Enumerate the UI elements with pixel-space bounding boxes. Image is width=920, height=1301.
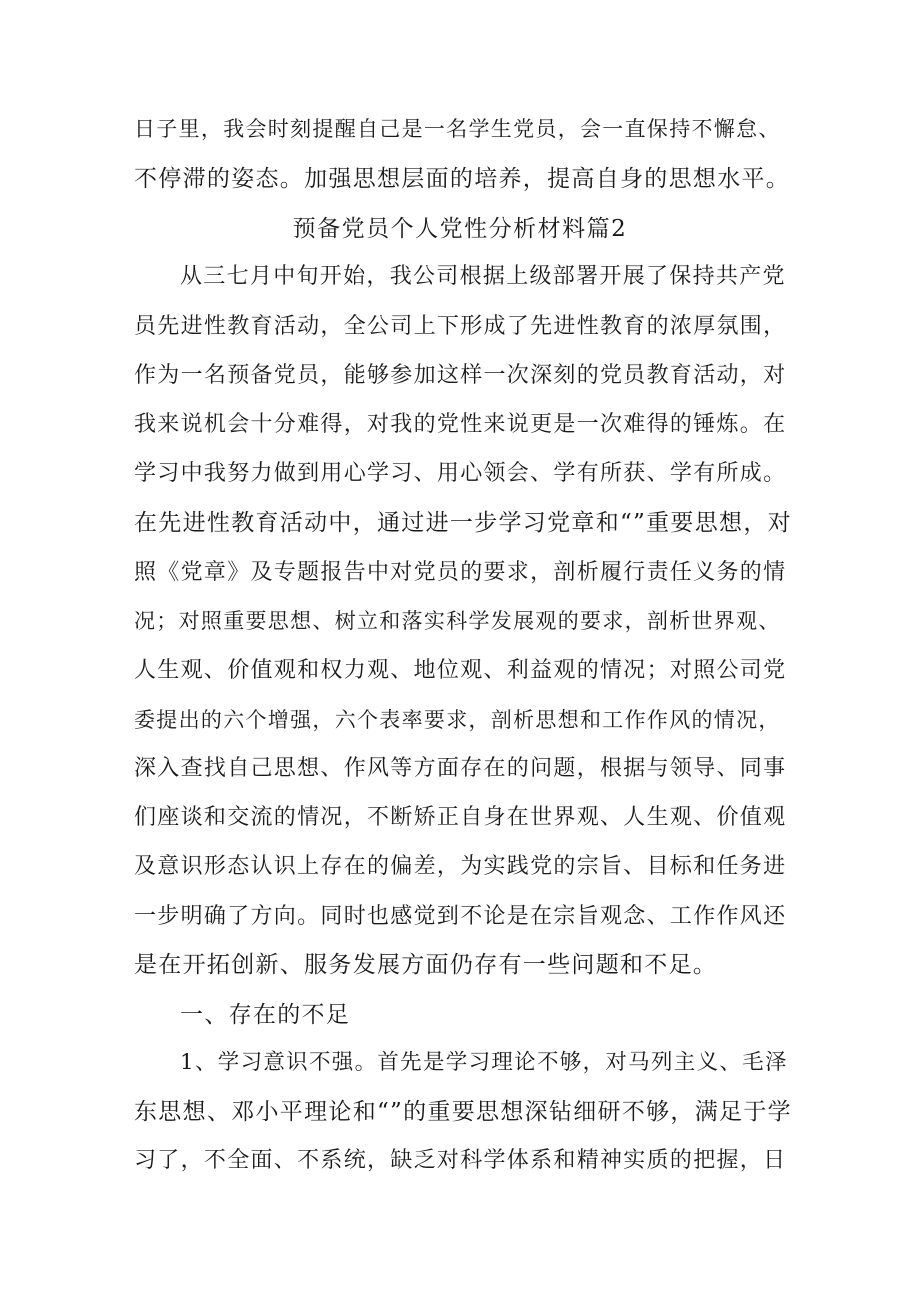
paragraph-line: 从三七月中旬开始，我公司根据上级部署开展了保持共产党 (180, 264, 786, 289)
paragraph-line: 我来说机会十分难得，对我的党性来说更是一次难得的锤炼。在 (134, 412, 787, 437)
paragraph-line: 及意识形态认识上存在的偏差，为实践党的宗旨、目标和任务进 (134, 854, 787, 879)
paragraph-line: 1、学习意识不强。首先是学习理论不够，对马列主义、毛泽 (180, 1050, 788, 1075)
paragraph-line: 委提出的六个增强，六个表率要求，剖析思想和工作作风的情况， (134, 708, 781, 732)
paragraph-line: 习了，不全面、不系统，缺乏对科学体系和精神实质的把握，日 (134, 1148, 787, 1173)
paragraph-line: 况；对照重要思想、树立和落实科学发展观的要求，剖析世界观、 (134, 609, 781, 633)
paragraph-line: 深入查找自己思想、作风等方面存在的问题，根据与领导、同事 (134, 756, 787, 781)
section-heading: 一、存在的不足 (180, 1002, 351, 1028)
paragraph-line: 在先进性教育活动中，通过进一步学习党章和“”重要思想，对 (134, 510, 792, 536)
paragraph-line: 人生观、价值观和权力观、地位观、利益观的情况；对照公司党 (134, 658, 787, 683)
paragraph-line: 不停滞的姿态。加强思想层面的培养，提高自身的思想水平。 (134, 166, 791, 192)
paragraph-line: 是在开拓创新、服务发展方面仍存有一些问题和不足。 (134, 952, 718, 978)
paragraph-line: 一步明确了方向。同时也感觉到不论是在宗旨观念、工作作风还 (134, 904, 787, 929)
paragraph-line: 照《党章》及专题报告中对党员的要求，剖析履行责任义务的情 (134, 560, 787, 585)
section-title: 预备党员个人党性分析材料篇2 (292, 216, 628, 242)
paragraph-line: 学习中我努力做到用心学习、用心领会、学有所获、学有所成。 (134, 461, 787, 486)
paragraph-line: 日子里，我会时刻提醒自己是一名学生党员，会一直保持不懈怠、 (134, 117, 781, 141)
paragraph-line: 作为一名预备党员，能够参加这样一次深刻的党员教育活动，对 (134, 363, 787, 388)
paragraph-line: 们座谈和交流的情况，不断矫正自身在世界观、人生观、价值观 (134, 805, 787, 830)
paragraph-line: 员先进性教育活动，全公司上下形成了先进性教育的浓厚氛围， (134, 314, 787, 339)
paragraph-line: 东思想、邓小平理论和“”的重要思想深钻细研不够，满足于学 (134, 1099, 792, 1125)
